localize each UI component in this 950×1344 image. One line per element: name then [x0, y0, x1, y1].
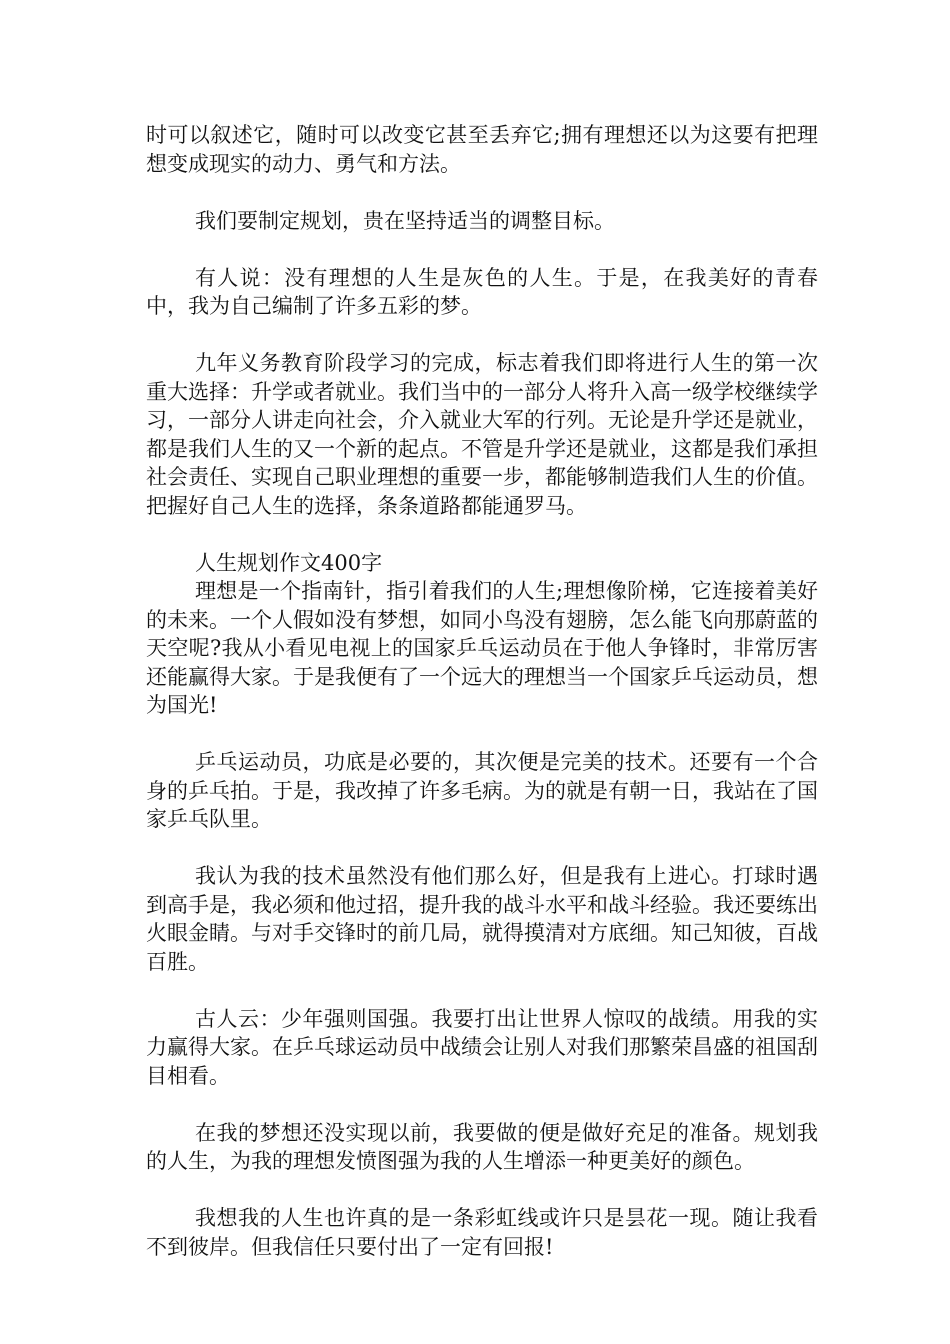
paragraph-table-tennis-skills: 乒乓运动员，功底是必要的，其次便是完美的技术。还要有一个合身的乒乓拍。于是，我改掉了许多毛病。为的就是有朝一日，我站在了国家乒乓队里。 [146, 750, 818, 831]
paragraph-ideal-compass: 理想是一个指南针，指引着我们的人生;理想像阶梯，它连接着美好的未来。一个人假如没有梦想，如同小鸟没有翅膀，怎么能飞向那蔚蓝的天空呢?我从小看见电视上的国家乒乓运动员在于他人争锋时，非常厉害还能赢得大家。于是我便有了一个远大的理想当一个国家乒乓运动员，想为国光! [146, 579, 818, 717]
paragraph-ancient-saying: 古人云：少年强则国强。我要打出让世界人惊叹的战绩。用我的实力赢得大家。在乒乓球运动员中战绩会让别人对我们那繁荣昌盛的祖国刮目相看。 [146, 1006, 818, 1088]
paragraph-continuation: 时可以叙述它，随时可以改变它甚至丢弃它;拥有理想还以为这要有把理想变成现实的动力、勇气和方法。 [146, 123, 818, 176]
paragraph-preparation: 在我的梦想还没实现以前，我要做的便是做好充足的准备。规划我的人生，为我的理想发愤图强为我的人生增添一种更美好的颜色。 [146, 1120, 818, 1173]
paragraph-education-choice: 九年义务教育阶段学习的完成，标志着我们即将进行人生的第一次重大选择：升学或者就业。我们当中的一部分人将升入高一级学校继续学习，一部分人讲走向社会，介入就业大军的行列。无论是升学还是就业，都是我们人生的又一个新的起点。不管是升学还是就业，这都是我们承担社会责任、实现自己职业理想的重要一步，都能够制造我们人生的价值。把握好自己人生的选择，条条道路都能通罗马。 [146, 351, 818, 518]
paragraph-motivation: 我认为我的技术虽然没有他们那么好，但是我有上进心。打球时遇到高手是，我必须和他过招，提升我的战斗水平和战斗经验。我还要练出火眼金睛。与对手交锋时的前几局，就得摸清对方底细。知己知彼，百战百胜。 [146, 864, 818, 974]
paragraph-rainbow: 我想我的人生也许真的是一条彩虹线或许只是昙花一现。随让我看不到彼岸。但我信任只要付出了一定有回报! [146, 1206, 818, 1259]
paragraph-dreams: 有人说：没有理想的人生是灰色的人生。于是，在我美好的青春中，我为自己编制了许多五彩的梦。 [146, 265, 818, 318]
paragraph-planning: 我们要制定规划，贵在坚持适当的调整目标。 [195, 208, 615, 233]
document-page [146, 121, 818, 1290]
section-heading: 人生规划作文400字 [195, 550, 383, 575]
